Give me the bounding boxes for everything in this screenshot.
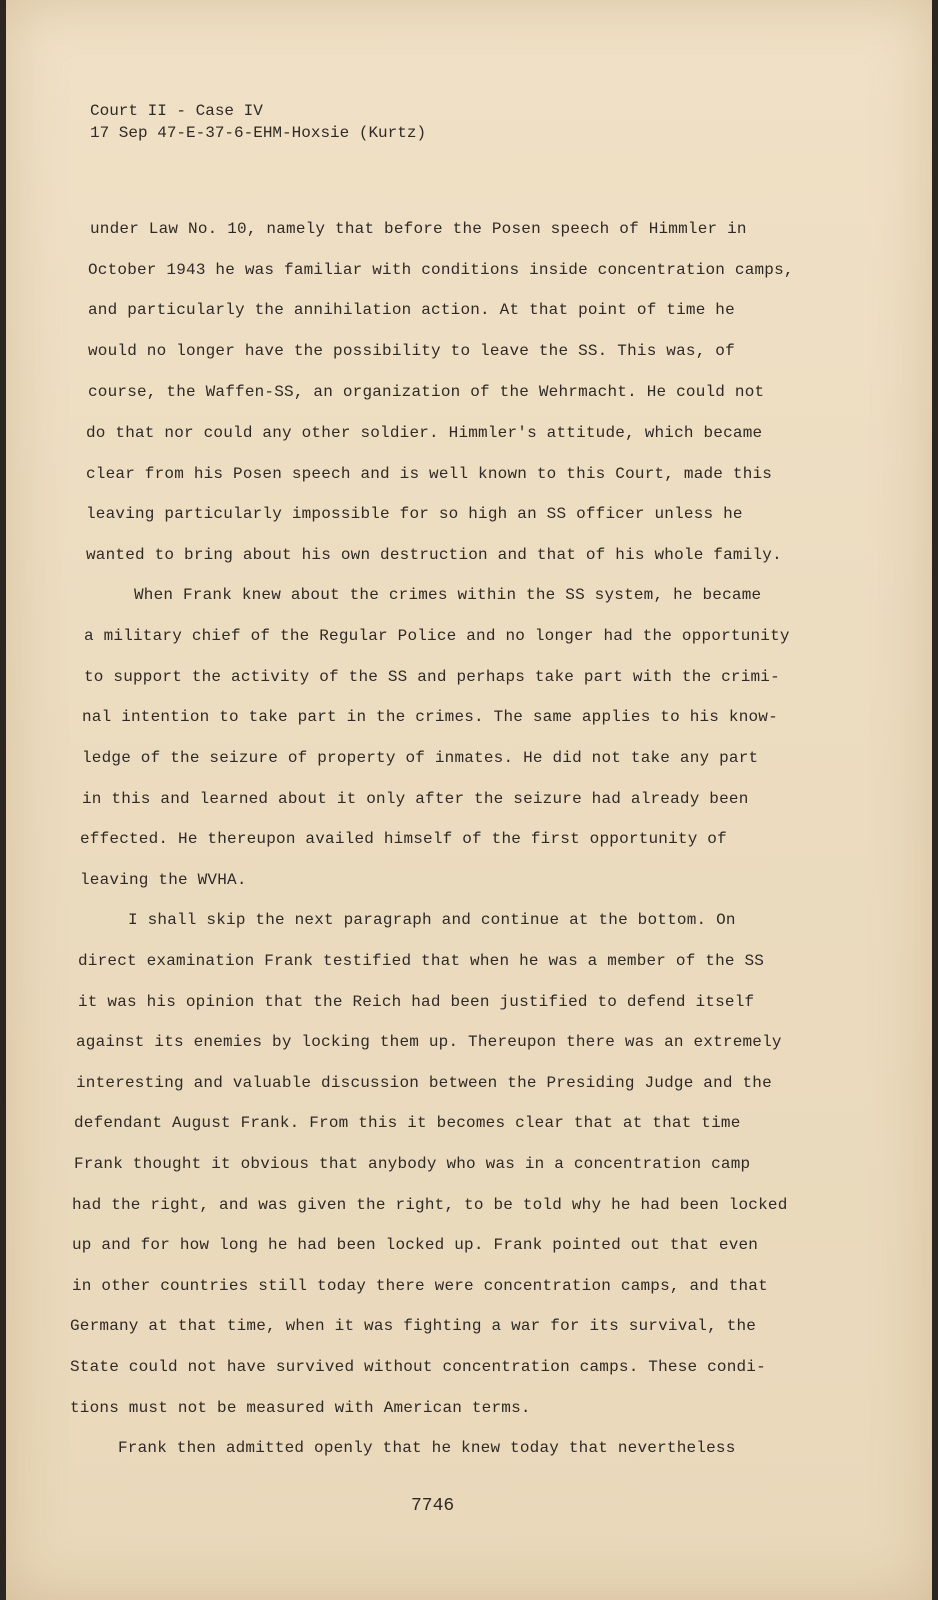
text-line: October 1943 he was familiar with conditions inside concentration camps, bbox=[88, 261, 794, 279]
text-line: Germany at that time, when it was fighting a war for its survival, the bbox=[70, 1317, 757, 1335]
text-line: State could not have survived without concentration camps. These condi- bbox=[70, 1358, 766, 1376]
page-number: 7746 bbox=[411, 1496, 455, 1516]
text-line: interesting and valuable discussion between the Presiding Judge and the bbox=[76, 1074, 772, 1092]
text-line: defendant August Frank. From this it becomes clear that at that time bbox=[74, 1114, 741, 1132]
header bbox=[90, 100, 426, 144]
text-line: it was his opinion that the Reich had been justified to defend itself bbox=[78, 993, 755, 1011]
text-line: I shall skip the next paragraph and continue at the bottom. On bbox=[128, 911, 736, 929]
text-line: up and for how long he had been locked up. Frank pointed out that even bbox=[72, 1236, 759, 1254]
text-line: leaving particularly impossible for so high an SS officer unless he bbox=[86, 505, 743, 523]
text-line: to support the activity of the SS and perhaps take part with the crimi- bbox=[84, 668, 780, 686]
text-line: direct examination Frank testified that when he was a member of the SS bbox=[78, 952, 765, 970]
text-line: in other countries still today there were concentration camps, and that bbox=[72, 1277, 768, 1295]
text-line: had the right, and was given the right, to be told why he had been locked bbox=[72, 1196, 788, 1214]
text-line: course, the Waffen-SS, an organization of the Wehrmacht. He could not bbox=[88, 383, 765, 401]
text-line: would no longer have the possibility to leave the SS. This was, of bbox=[88, 342, 735, 360]
text-line: against its enemies by locking them up. Thereupon there was an extremely bbox=[76, 1033, 782, 1051]
text-line: nal intention to take part in the crimes. The same applies to his know- bbox=[82, 708, 778, 726]
text-line: a military chief of the Regular Police and no longer had the opportunity bbox=[84, 627, 790, 645]
header-reference-line: 17 Sep 47-E-37-6-EHM-Hoxsie (Kurtz) bbox=[90, 124, 427, 142]
text-line: in this and learned about it only after the seizure had already been bbox=[82, 790, 749, 808]
text-line: under Law No. 10, namely that before the Posen speech of Himmler in bbox=[90, 220, 747, 238]
text-line: and particularly the annihilation action. At that point of time he bbox=[88, 301, 735, 319]
text-line: leaving the WVHA. bbox=[80, 871, 247, 889]
text-line: When Frank knew about the crimes within the SS system, he became bbox=[134, 586, 762, 604]
text-line: do that nor could any other soldier. Himmler's attitude, which became bbox=[86, 424, 763, 442]
text-line: tions must not be measured with American terms. bbox=[70, 1399, 531, 1417]
text-line: Frank then admitted openly that he knew today that nevertheless bbox=[118, 1439, 736, 1457]
header-case-line: Court II - Case IV bbox=[90, 102, 263, 120]
text-line: Frank thought it obvious that anybody who was in a concentration camp bbox=[74, 1155, 751, 1173]
text-line: ledge of the seizure of property of inmates. He did not take any part bbox=[82, 749, 759, 767]
text-line: clear from his Posen speech and is well known to this Court, made this bbox=[86, 465, 773, 483]
document-page bbox=[6, 0, 932, 1600]
text-line: wanted to bring about his own destruction and that of his whole family. bbox=[86, 546, 782, 564]
text-line: effected. He thereupon availed himself of the first opportunity of bbox=[80, 830, 727, 848]
